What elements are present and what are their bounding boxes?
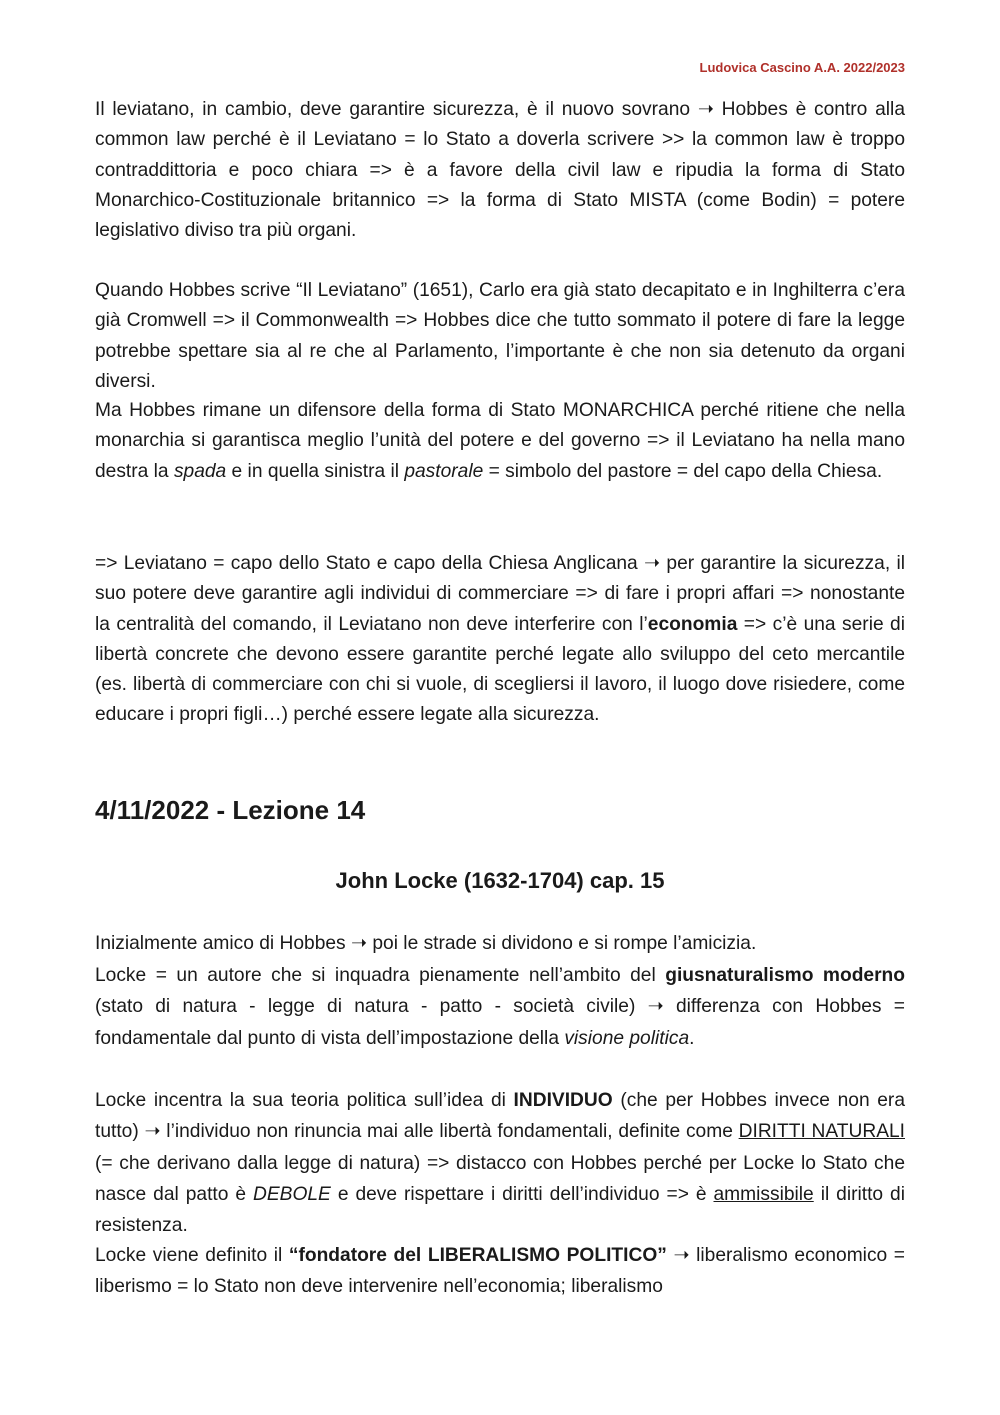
paragraph-locke-individuo: [95, 1085, 905, 1241]
term-pastorale: pastorale: [404, 460, 484, 482]
text-run: (stato di natura - legge di natura - patto - società civile) ➝ differenza con Hobbes = fondamentale dal punto di vista dell’impostazione della: [95, 996, 905, 1049]
text-run: .: [689, 1027, 695, 1049]
text-run: ➝ liberalismo economico = liberismo = lo Stato non deve intervenire nell’economia; liberalismo: [95, 1245, 906, 1297]
text-run: Locke incentra la sua teoria politica sull’idea di: [95, 1090, 514, 1111]
paragraph-locke-intro: [95, 928, 905, 1054]
term-diritti-naturali: DIRITTI NATURALI: [738, 1121, 905, 1143]
term-visione-politica: visione politica: [564, 1027, 690, 1049]
paragraph-leviatano-sicurezza: Il leviatano, in cambio, deve garantire sicurezza, è il nuovo sovrano ➝ Hobbes è contro alla common law perché è il Leviatano = lo Stato a doverla scrivere >> la common law è troppo contraddittoria e poco chiara => è a favore della civil law e ripudia la forma di Stato Monarchico-Costituzionale britannico => la forma di Stato MISTA (come Bodin) = potere legislativo diviso tra più organi.: [95, 99, 905, 242]
text-run: = simbolo del pastore = del capo della Chiesa.: [483, 460, 883, 482]
text-run: => c’è una serie di libertà concrete che devono essere garantite perché legate allo sviluppo del ceto mercantile (es. libertà di commerciare con chi si vuole, di scegliersi il lavoro, il luogo dove risiedere, come educare i propri figli…) perché essere legate alla sicurezza.: [95, 613, 905, 726]
text-run: (= che derivano dalla legge di natura) => distacco con Hobbes perché per Locke lo Stato che nasce dal patto è: [95, 1152, 905, 1205]
text-run: e in quella sinistra il: [226, 460, 405, 482]
section-heading: John Locke (1632-1704) cap. 15: [335, 868, 665, 893]
term-individuo: INDIVIDUO: [513, 1090, 613, 1111]
paragraph-locke-liberalismo: [95, 1241, 905, 1302]
term-giusnaturalismo: giusnaturalismo moderno: [665, 964, 905, 986]
text-run: => Leviatano = capo dello Stato e capo della Chiesa Anglicana ➝ per garantire la sicurezza, il suo potere deve garantire agli individui di commerciare => di fare i propri affari => nonostante la centralità del comando, il Leviatano non deve interferire con l’: [95, 553, 905, 635]
text-run: (che per Hobbes invece non era tutto) ➝ l’individuo non rinuncia mai alle libertà fondamentali, definite come: [95, 1090, 905, 1143]
text-run: e deve rispettare i diritti dell’individuo => è: [330, 1183, 714, 1205]
lesson-heading: 4/11/2022 - Lezione 14: [95, 795, 366, 825]
term-fondatore-liberalismo: “fondatore del LIBERALISMO POLITICO”: [288, 1245, 667, 1266]
term-debole: DEBOLE: [253, 1183, 331, 1205]
text-run: il diritto di resistenza.: [95, 1183, 905, 1237]
term-spada: spada: [173, 460, 227, 482]
text-run: Locke = un autore che si inquadra pienamente nell’ambito del: [95, 964, 666, 986]
term-ammissibile: ammissibile: [713, 1183, 814, 1205]
text-run: Inizialmente amico di Hobbes ➝ poi le strade si dividono e si rompe l’amicizia.: [95, 933, 757, 954]
paragraph-hobbes-leviatano-1651: Quando Hobbes scrive “Il Leviatano” (1651), Carlo era già stato decapitato e in Inghilterra c’era già Cromwell => il Commonwealth => Hobbes dice che tutto sommato il potere di fare la legge potrebbe spettare sia al re che al Parlamento, l’importante è che non sia detenuto da organi diversi.: [95, 280, 905, 392]
term-economia: economia: [647, 613, 738, 635]
paragraph-leviatano-economia: [95, 549, 905, 731]
page-header: Ludovica Cascino A.A. 2022/2023: [699, 60, 905, 75]
text-run: Locke viene definito il: [95, 1245, 289, 1266]
text-run: Ma Hobbes rimane un difensore della forma di Stato MONARCHICA perché ritiene che nella monarchia si garantisca meglio l’unità del potere e del governo => il Leviatano ha nella mano destra la: [95, 400, 905, 482]
paragraph-hobbes-monarchia: [95, 396, 905, 487]
